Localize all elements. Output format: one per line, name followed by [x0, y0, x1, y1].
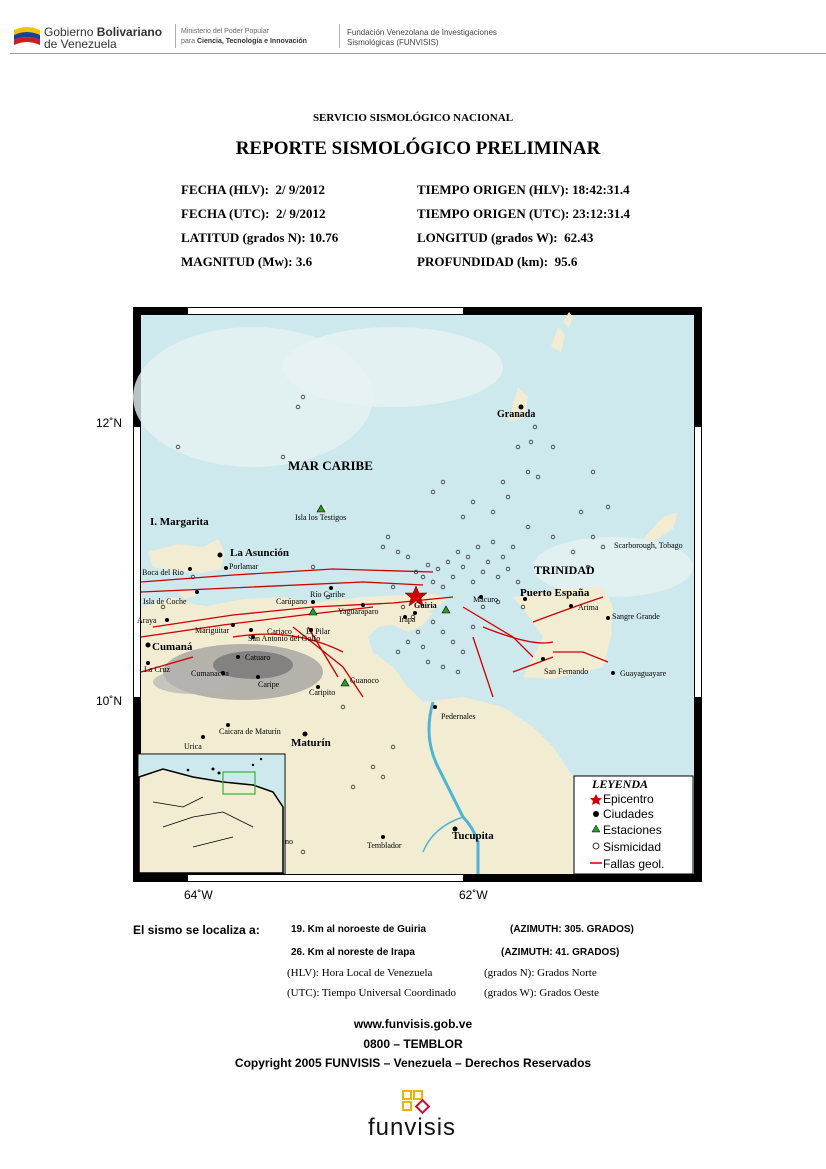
label-guanoco: Guanoco — [350, 676, 379, 685]
gov-name-line2: de Venezuela — [44, 37, 117, 51]
field-fecha-hlv — [181, 182, 325, 198]
agency-name: SERVICIO SISMOLÓGICO NACIONAL — [312, 112, 514, 124]
label-temblador: Temblador — [367, 841, 402, 850]
label-arima: Arima — [578, 603, 599, 612]
lat-label-10n: 10˚N — [96, 694, 123, 708]
label-isla-testigos: Isla los Testigos — [295, 513, 347, 522]
label-guayaguayare: Guayaguayare — [620, 669, 667, 678]
label-caripito: Caripito — [309, 688, 336, 697]
field-value: 95.6 — [554, 254, 578, 269]
field-tiempo-utc — [417, 206, 630, 222]
location-line2-azimuth: (AZIMUTH: 41. GRADOS) — [501, 947, 620, 958]
gov-name-part: Gobierno — [44, 25, 97, 39]
ministry-part: para — [181, 38, 197, 45]
label-no: no — [285, 837, 293, 846]
lon-label-62w: 62˚W — [459, 888, 488, 902]
label-carupano: Carúpano — [276, 597, 308, 606]
field-label: MAGNITUD (Mw): — [181, 254, 293, 269]
label-guiria: Guiria — [414, 601, 437, 610]
funvisis-logo-text: funvisis — [368, 1114, 457, 1141]
label-marigitar: Marigüitar — [195, 626, 230, 635]
foundation-line1: Fundación Venezolana de Investigaciones — [347, 28, 497, 37]
lat-label-12n: 12˚N — [96, 416, 123, 430]
note-utc: (UTC): Tiempo Universal Coordinado — [287, 987, 456, 999]
ministry-line1: Ministerio del Poder Popular — [181, 28, 269, 35]
footer-url[interactable]: www.funvisis.gob.ve — [353, 1017, 473, 1031]
label-maturin: Maturín — [291, 737, 331, 749]
epicenter-map — [133, 307, 702, 882]
label-cumana: Cumaná — [152, 641, 193, 653]
legend-title: LEYENDA — [592, 777, 649, 791]
field-tiempo-hlv — [417, 182, 630, 198]
header-separator — [339, 24, 340, 48]
legend-item-estaciones: Estaciones — [603, 823, 662, 837]
venezuela-flag-icon — [12, 24, 42, 50]
field-latitud — [181, 230, 338, 246]
label-puerto-espana: Puerto España — [520, 587, 590, 599]
field-value: 23:12:31.4 — [572, 206, 631, 221]
inset-map — [138, 754, 285, 874]
label-tucupita: Tucupita — [452, 830, 494, 842]
label-trinidad: TRINIDAD — [534, 563, 595, 577]
legend-item-sismicidad: Sismicidad — [603, 840, 662, 854]
label-sangre-grande: Sangre Grande — [612, 612, 660, 621]
field-label: LATITUD (grados N): — [181, 230, 306, 245]
field-value: 2/ 9/2012 — [275, 182, 325, 197]
legend-item-fallas: Fallas geol. — [603, 857, 665, 871]
label-urica: Urica — [184, 742, 202, 751]
label-la-cruz: La Cruz — [144, 665, 170, 674]
header-rule — [10, 53, 826, 54]
field-value: 62.43 — [564, 230, 594, 245]
field-value: 18:42:31.4 — [572, 182, 630, 197]
field-magnitud — [181, 254, 312, 270]
lon-label-64w: 64˚W — [184, 888, 213, 902]
legend-item-epicentro: Epicentro — [603, 792, 654, 806]
label-macuro: Macuro — [473, 595, 498, 604]
label-caripe: Caripe — [258, 680, 280, 689]
report-title: REPORTE SISMOLÓGICO PRELIMINAR — [235, 138, 601, 159]
field-label: FECHA (UTC): — [181, 206, 270, 221]
label-san-fernando: San Fernando — [544, 667, 589, 676]
label-yaguaraparo: Yaguaraparo — [338, 607, 379, 616]
note-hlv: (HLV): Hora Local de Venezuela — [287, 967, 433, 979]
label-boca-del-rio: Boca del Rio — [142, 568, 184, 577]
label-mar-caribe: MAR CARIBE — [288, 458, 373, 473]
field-label: TIEMPO ORIGEN (HLV): — [417, 182, 569, 197]
header-separator — [175, 24, 176, 48]
label-la-asuncion: La Asunción — [230, 547, 289, 559]
label-rio-caribe: Río Caribe — [310, 590, 345, 599]
ministry-line2 — [181, 38, 307, 45]
location-line1-distance: 19. Km al noroeste de Guiria — [291, 924, 427, 935]
label-el-pilar: El Pilar — [306, 627, 331, 636]
field-label: LONGITUD (grados W): — [417, 230, 558, 245]
gov-name-bold: Bolivariano — [96, 25, 163, 39]
government-logo — [12, 24, 42, 50]
label-pedernales: Pedernales — [441, 712, 476, 721]
note-grados-n: (grados N): Grados Norte — [484, 967, 597, 979]
note-grados-w: (grados W): Grados Oeste — [484, 987, 599, 999]
label-san-antonio: San Antonio del Golfo — [248, 634, 321, 643]
label-isla-coche: Isla de Coche — [143, 597, 187, 606]
label-catuaro: Catuaro — [245, 653, 271, 662]
field-profundidad — [417, 254, 577, 270]
label-caicara: Caicara de Maturín — [219, 727, 281, 736]
ministry-bold: Ciencia, Tecnología e Innovación — [196, 38, 307, 45]
field-longitud — [417, 230, 593, 246]
location-intro: El sismo se localiza a: — [133, 923, 260, 937]
label-porlamar: Porlamar — [229, 562, 259, 571]
foundation-line2: Sismológicas (FUNVISIS) — [347, 38, 439, 47]
label-scarborough: Scarborough, Tobago — [614, 541, 683, 550]
location-line1-azimuth: (AZIMUTH: 305. GRADOS) — [510, 924, 634, 935]
label-cumanacoa: Cumanacoa — [191, 669, 229, 678]
field-label: FECHA (HLV): — [181, 182, 269, 197]
label-cariaco: Cariaco — [267, 627, 292, 636]
field-value: 10.76 — [308, 230, 339, 245]
field-label: PROFUNDIDAD (km): — [417, 254, 549, 269]
footer-phone: 0800 – TEMBLOR — [363, 1037, 463, 1051]
field-value: 3.6 — [295, 254, 313, 269]
legend-item-ciudades: Ciudades — [603, 807, 654, 821]
legend-city-icon — [593, 811, 599, 817]
footer-copyright: Copyright 2005 FUNVISIS – Venezuela – Derechos Reservados — [234, 1056, 592, 1070]
field-label: TIEMPO ORIGEN (UTC): — [417, 206, 570, 221]
label-margarita: I. Margarita — [150, 516, 209, 528]
field-fecha-utc — [181, 206, 325, 222]
label-granada: Granada — [497, 409, 536, 420]
location-line2-distance: 26. Km al noreste de Irapa — [291, 947, 415, 958]
label-irapa: Irapa — [399, 615, 416, 624]
label-araya: Araya — [137, 616, 157, 625]
field-value: 2/ 9/2012 — [275, 206, 326, 221]
